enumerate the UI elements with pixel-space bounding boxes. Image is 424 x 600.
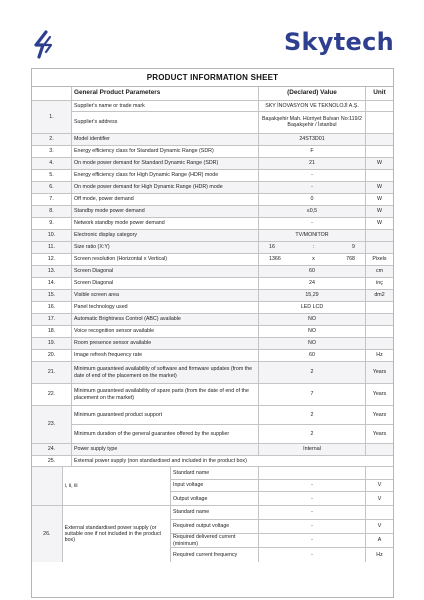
table-row: Supplier's name or trade mark SKY İNOVASYON VE TEKNOLOJİ A.Ş.: [72, 101, 393, 112]
table-row: Minimum duration of the general guarantee offered by the supplier 2 Years: [72, 425, 393, 443]
page-header: [0, 0, 424, 68]
table-row: 22. Minimum guaranteed availability of spare parts (from the date of end of the placement on the market) 7 Years: [32, 384, 393, 406]
table-row: Required current frequency - Hz: [171, 548, 393, 562]
table-row: 20. Image refresh frequency rate 60 Hz: [32, 350, 393, 362]
table-row: 16. Panel technology used LED LCD: [32, 302, 393, 314]
table-row: Standard name -: [171, 506, 393, 520]
table-row: 19. Room presence sensor available NO: [32, 338, 393, 350]
table-row: 9. Network standby mode power demand - W: [32, 218, 393, 230]
brand-wordmark: Skytech: [283, 28, 394, 56]
external-psu-standard-group: 26. External standardised power supply (or suitable one if not included in the product box) Standard name - Required output voltage - V Required delivered current (minimum) - A Required current frequency - Hz: [32, 506, 393, 562]
sheet-title: PRODUCT INFORMATION SHEET: [32, 69, 393, 87]
table-row: Standard name: [171, 467, 393, 480]
table-row: 2. Model identifier 24ST3D01: [32, 134, 393, 146]
table-row: 7. Off mode, power demand 0 W: [32, 194, 393, 206]
table-row: 10. Electronic display category TV/MONITOR: [32, 230, 393, 242]
table-row: Required delivered current (minimum) - A: [171, 534, 393, 548]
product-information-sheet: [31, 68, 394, 598]
table-header-row: [32, 87, 393, 101]
table-row: 4. On mode power demand for Standard Dynamic Range (SDR) 21 W: [32, 158, 393, 170]
table-row-25: 25. External power supply (non standardised and included in the product box): [32, 456, 393, 467]
table-row: 15. Visible screen area 15,29 dm2: [32, 290, 393, 302]
table-row: 5. Energy efficiency class for High Dynamic Range (HDR) mode -: [32, 170, 393, 182]
table-row: 8. Standby mode power demand ≤0,5 W: [32, 206, 393, 218]
table-row-23: 23. Minimum guaranteed product support 2 Years Minimum duration of the general guarantee offered by the supplier 2 Years: [32, 406, 393, 444]
external-psu-nonstandard-group: i, ii, iii Standard name Input voltage - V Output voltage - V: [32, 467, 393, 506]
brand-logo-icon: [30, 30, 60, 60]
table-row: Output voltage - V: [171, 492, 393, 505]
table-row: 14. Screen Diagonal 24 inç: [32, 278, 393, 290]
table-row: Required output voltage - V: [171, 520, 393, 534]
table-row: 13. Screen Diagonal 60 cm: [32, 266, 393, 278]
table-row: 3. Energy efficiency class for Standard Dynamic Range (SDR) F: [32, 146, 393, 158]
table-row-24: 24. Power supply type Internal: [32, 444, 393, 456]
table-row: Input voltage - V: [171, 480, 393, 493]
table-row-1: 1. Supplier's name or trade mark SKY İNOVASYON VE TEKNOLOJİ A.Ş. Supplier's address Başakşehir Mah. Hürriyet Bulvarı No:119/2 Başakşehir / İstanbul: [32, 101, 393, 134]
header-unit: Unit: [373, 89, 386, 97]
table-row: 21. Minimum guaranteed availability of software and firmware updates (from the date of end of the placement on the market) 2 Years: [32, 362, 393, 384]
header-params: General Product Parameters: [72, 87, 259, 100]
table-row-12: 12. Screen resolution (Horizontal x Vertical) 1366 x 768 Pixels: [32, 254, 393, 266]
table-row: Supplier's address Başakşehir Mah. Hürriyet Bulvarı No:119/2 Başakşehir / İstanbul: [72, 112, 393, 133]
table-row: 18. Voice recognition sensor available NO: [32, 326, 393, 338]
table-row-11: 11. Size ratio (X:Y) 16 : 9: [32, 242, 393, 254]
table-row: 6. On mode power demand for High Dynamic Range (HDR) mode - W: [32, 182, 393, 194]
header-value: (Declared) Value: [259, 87, 366, 100]
table-row: Minimum guaranteed product support 2 Years: [72, 406, 393, 425]
table-row: 17. Automatic Brightness Control (ABC) available NO: [32, 314, 393, 326]
